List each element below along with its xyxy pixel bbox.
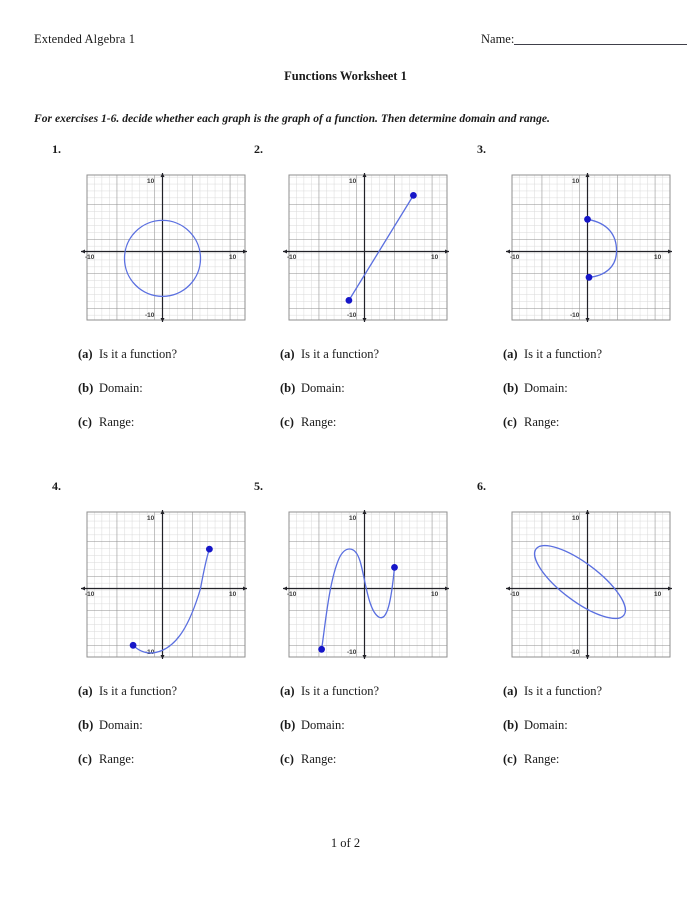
y-min-label: -10 bbox=[145, 649, 155, 656]
answer-a bbox=[503, 684, 691, 718]
answer-prompt-is-function: Is it a function? bbox=[99, 684, 178, 698]
name-label: Name: bbox=[481, 32, 515, 46]
answer-a bbox=[78, 347, 278, 381]
grid-major bbox=[87, 175, 245, 320]
answer-b bbox=[78, 381, 278, 415]
answer-a bbox=[280, 347, 480, 381]
answer-prompt-range: Range: bbox=[301, 415, 337, 429]
endpoint-closed bbox=[318, 646, 325, 653]
answer-key-b: (b) bbox=[503, 381, 519, 395]
x-max-label: 10 bbox=[431, 254, 439, 261]
answers-4 bbox=[78, 684, 278, 786]
x-max-label: 10 bbox=[654, 591, 662, 598]
x-min-label: -10 bbox=[85, 591, 95, 598]
graph-4 bbox=[79, 507, 248, 662]
problem-number: 4. bbox=[52, 479, 61, 493]
course-label: Extended Algebra 1 bbox=[34, 32, 136, 46]
grid-major bbox=[87, 512, 245, 657]
answer-b bbox=[280, 381, 480, 415]
graph-6 bbox=[504, 507, 673, 662]
answer-c bbox=[503, 415, 691, 449]
endpoint-closed bbox=[346, 297, 353, 304]
x-min-label: -10 bbox=[287, 591, 297, 598]
answer-key-b: (b) bbox=[280, 381, 296, 395]
x-max-label: 10 bbox=[654, 254, 662, 261]
y-max-label: 10 bbox=[349, 178, 357, 185]
endpoint-closed bbox=[130, 642, 137, 649]
answer-prompt-domain: Domain: bbox=[301, 718, 345, 732]
grid-major bbox=[289, 175, 447, 320]
answer-key-a: (a) bbox=[503, 684, 518, 698]
x-min-label: -10 bbox=[85, 254, 95, 261]
answer-key-a: (a) bbox=[78, 347, 93, 361]
answer-b bbox=[280, 718, 480, 752]
endpoint-closed bbox=[584, 216, 591, 223]
answer-prompt-domain: Domain: bbox=[524, 718, 568, 732]
y-min-label: -10 bbox=[145, 312, 155, 319]
name-field-block bbox=[481, 32, 687, 47]
instructions-text: For exercises 1-6. decide whether each graph is the graph of a function. Then determine domain and range. bbox=[34, 112, 550, 125]
y-min-label: -10 bbox=[570, 312, 580, 319]
answer-b bbox=[503, 718, 691, 752]
answer-c bbox=[280, 415, 480, 449]
answers-1 bbox=[78, 347, 278, 449]
problem-number: 6. bbox=[477, 479, 486, 493]
graph-1 bbox=[79, 170, 248, 325]
x-max-label: 10 bbox=[431, 591, 439, 598]
y-min-label: -10 bbox=[347, 649, 357, 656]
answer-prompt-range: Range: bbox=[99, 415, 135, 429]
y-max-label: 10 bbox=[349, 515, 357, 522]
answer-key-a: (a) bbox=[78, 684, 93, 698]
y-max-label: 10 bbox=[572, 178, 580, 185]
problem-number: 2. bbox=[254, 142, 263, 156]
graph-2 bbox=[281, 170, 450, 325]
answer-b bbox=[503, 381, 691, 415]
problem-number: 5. bbox=[254, 479, 263, 493]
answer-a bbox=[280, 684, 480, 718]
graph-3 bbox=[504, 170, 673, 325]
answer-b bbox=[78, 718, 278, 752]
graph-5 bbox=[281, 507, 450, 662]
endpoint-closed bbox=[206, 546, 213, 553]
page-footer: 1 of 2 bbox=[330, 836, 361, 850]
answer-c bbox=[78, 752, 278, 786]
y-max-label: 10 bbox=[147, 515, 155, 522]
answers-5 bbox=[280, 684, 480, 786]
page-header bbox=[0, 32, 691, 54]
y-max-label: 10 bbox=[572, 515, 580, 522]
answer-prompt-domain: Domain: bbox=[301, 381, 345, 395]
answer-key-b: (b) bbox=[78, 381, 94, 395]
problem-number: 3. bbox=[477, 142, 486, 156]
answer-c bbox=[280, 752, 480, 786]
answer-a bbox=[503, 347, 691, 381]
answer-key-c: (c) bbox=[280, 415, 294, 429]
answer-prompt-is-function: Is it a function? bbox=[524, 684, 603, 698]
answers-2 bbox=[280, 347, 480, 449]
answer-key-b: (b) bbox=[503, 718, 519, 732]
answers-3 bbox=[503, 347, 691, 449]
page-title: Functions Worksheet 1 bbox=[284, 69, 407, 83]
answer-a bbox=[78, 684, 278, 718]
x-min-label: -10 bbox=[510, 254, 520, 261]
answer-prompt-domain: Domain: bbox=[99, 381, 143, 395]
x-min-label: -10 bbox=[287, 254, 297, 261]
answer-key-b: (b) bbox=[280, 718, 296, 732]
answer-key-a: (a) bbox=[280, 684, 295, 698]
answer-key-c: (c) bbox=[280, 752, 294, 766]
x-min-label: -10 bbox=[510, 591, 520, 598]
problem-number: 1. bbox=[52, 142, 61, 156]
answer-key-a: (a) bbox=[280, 347, 295, 361]
answer-prompt-domain: Domain: bbox=[524, 381, 568, 395]
answer-key-c: (c) bbox=[78, 415, 92, 429]
answer-prompt-range: Range: bbox=[524, 415, 560, 429]
answer-key-a: (a) bbox=[503, 347, 518, 361]
answer-prompt-range: Range: bbox=[524, 752, 560, 766]
y-max-label: 10 bbox=[147, 178, 155, 185]
endpoint-closed bbox=[410, 192, 417, 199]
grid-major bbox=[289, 512, 447, 657]
answer-key-c: (c) bbox=[503, 415, 517, 429]
x-max-label: 10 bbox=[229, 254, 237, 261]
answer-prompt-is-function: Is it a function? bbox=[99, 347, 178, 361]
name-blank-rule[interactable] bbox=[514, 44, 687, 45]
answer-prompt-range: Range: bbox=[301, 752, 337, 766]
answer-c bbox=[503, 752, 691, 786]
x-max-label: 10 bbox=[229, 591, 237, 598]
answer-key-c: (c) bbox=[503, 752, 517, 766]
y-min-label: -10 bbox=[347, 312, 357, 319]
answers-6 bbox=[503, 684, 691, 786]
answer-key-b: (b) bbox=[78, 718, 94, 732]
endpoint-closed bbox=[391, 564, 398, 571]
y-min-label: -10 bbox=[570, 649, 580, 656]
answer-prompt-range: Range: bbox=[99, 752, 135, 766]
answer-prompt-is-function: Is it a function? bbox=[524, 347, 603, 361]
answer-c bbox=[78, 415, 278, 449]
answer-key-c: (c) bbox=[78, 752, 92, 766]
answer-prompt-is-function: Is it a function? bbox=[301, 347, 380, 361]
answer-prompt-is-function: Is it a function? bbox=[301, 684, 380, 698]
endpoint-closed bbox=[586, 274, 593, 281]
answer-prompt-domain: Domain: bbox=[99, 718, 143, 732]
grid-major bbox=[512, 512, 670, 657]
grid-major bbox=[512, 175, 670, 320]
